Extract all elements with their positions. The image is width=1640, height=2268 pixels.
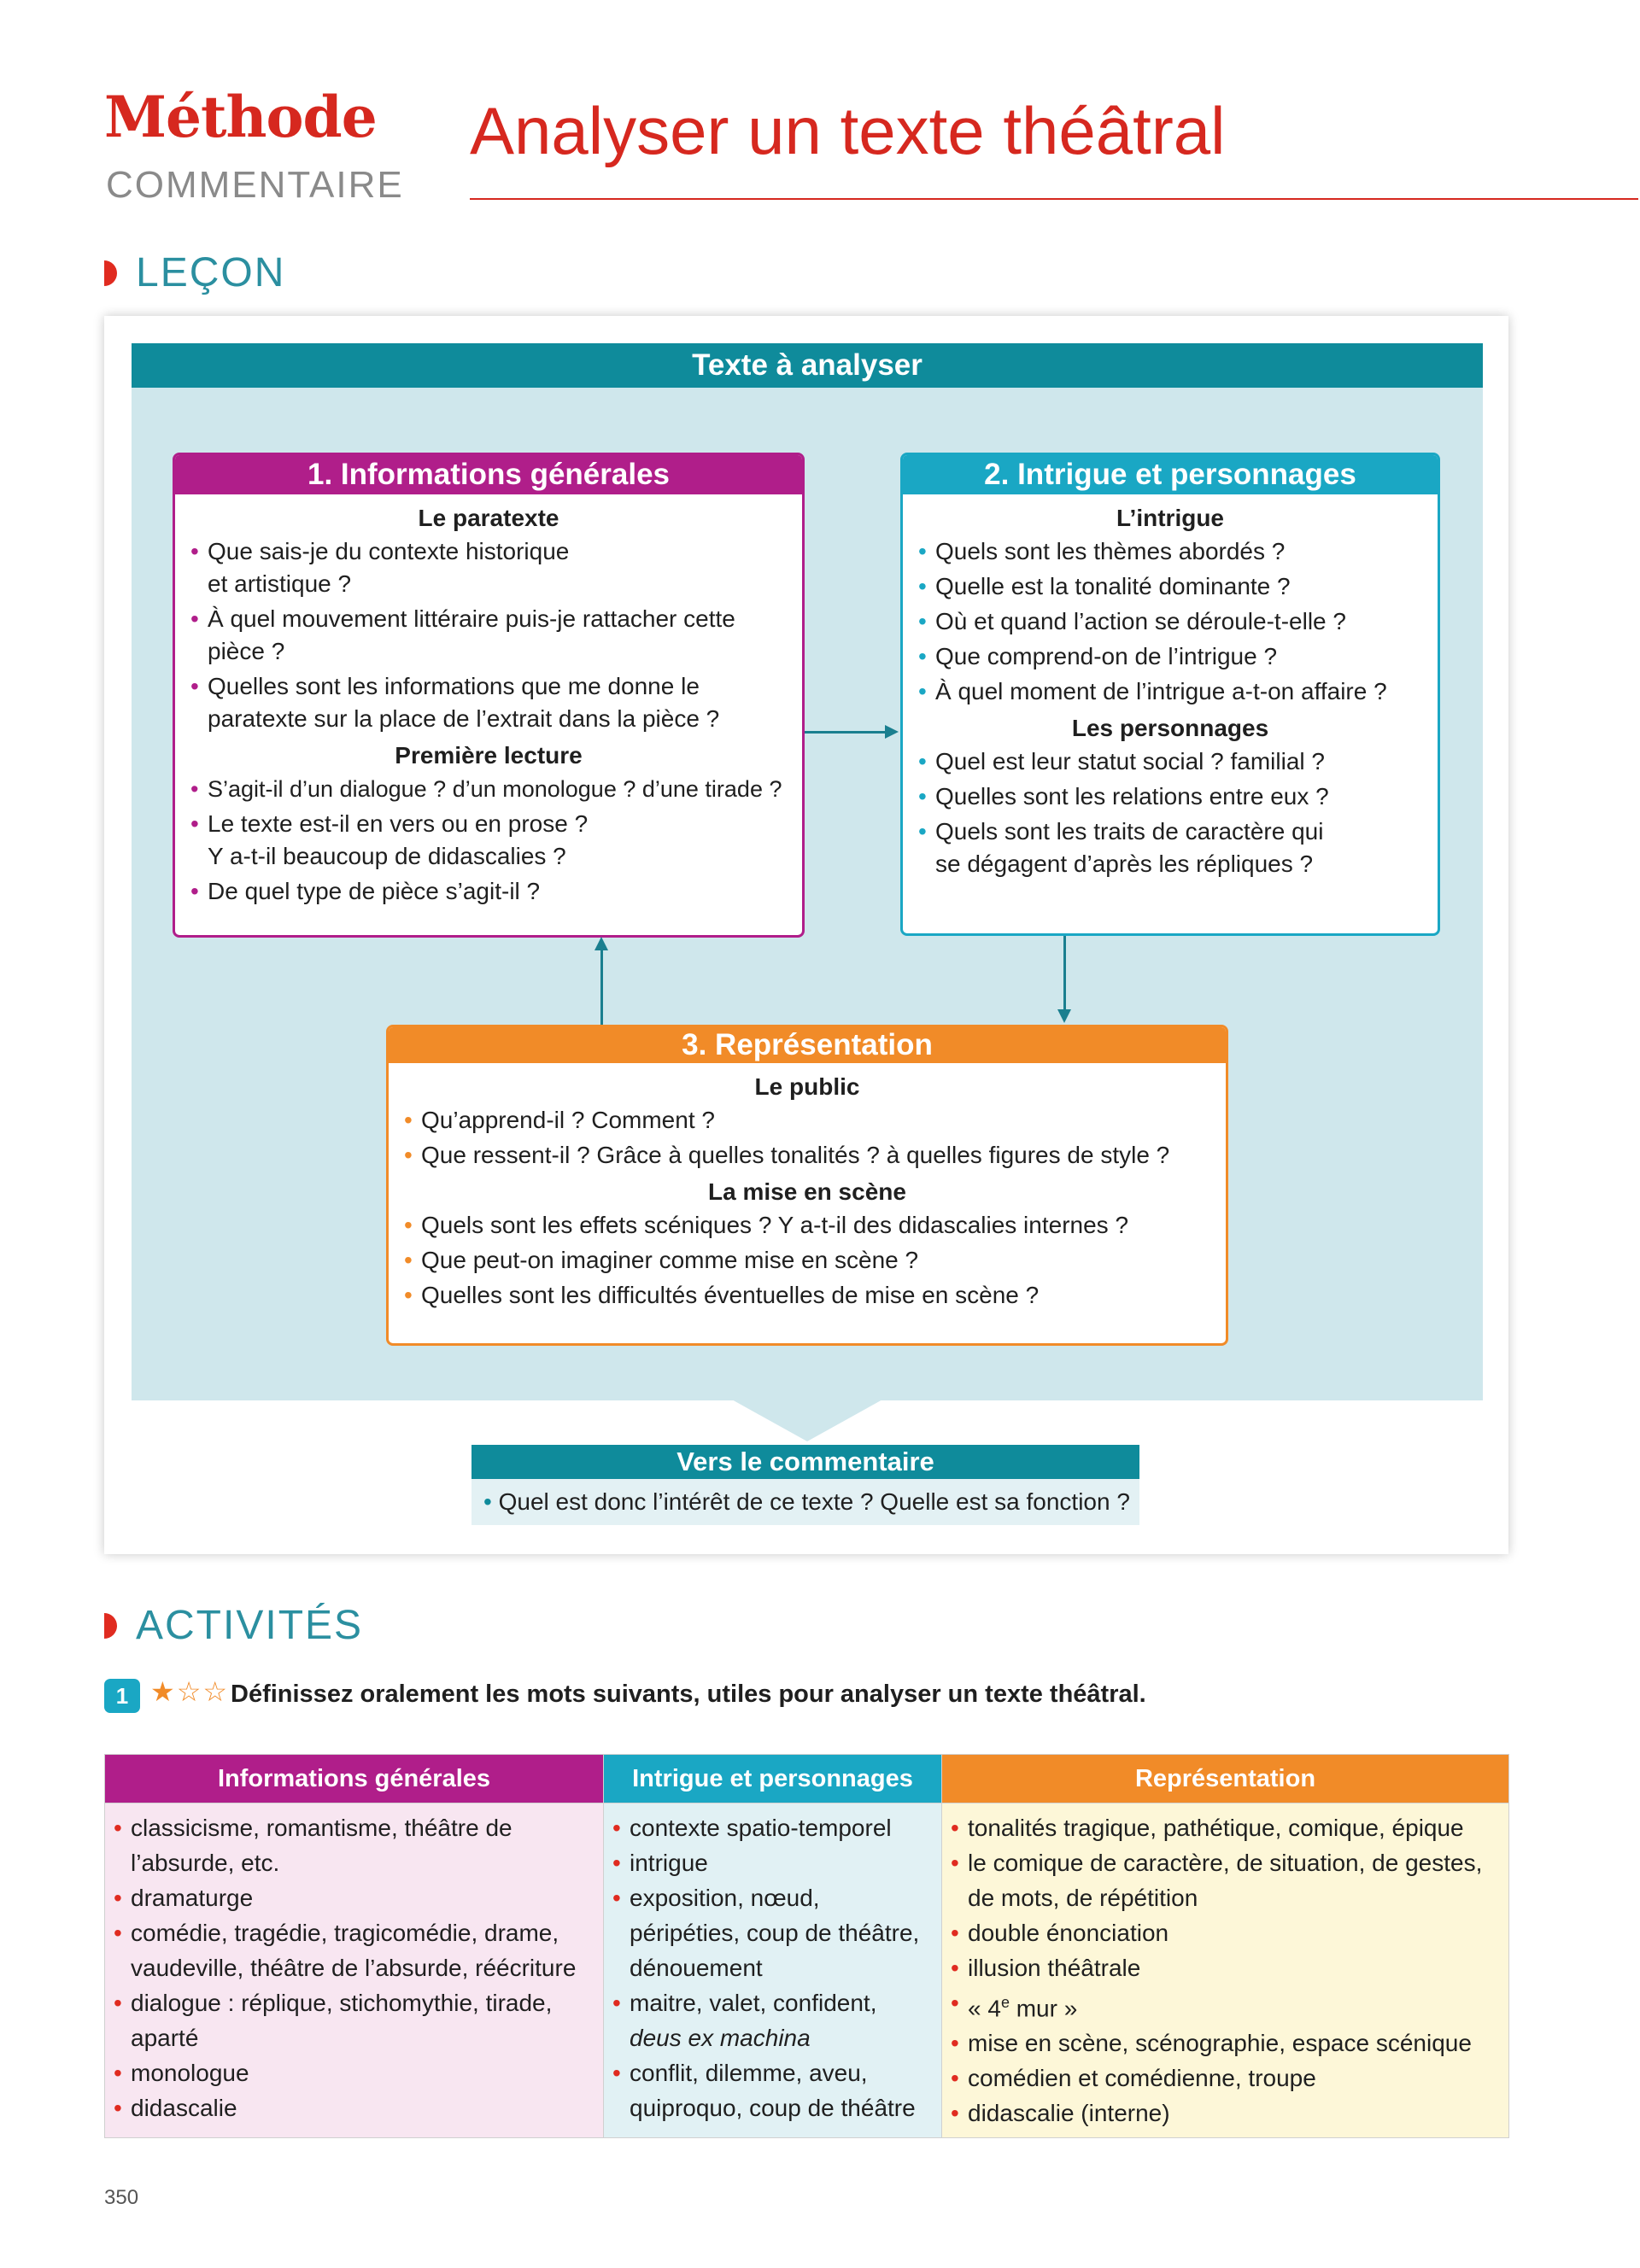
arrow-down-head-icon <box>1057 1009 1071 1023</box>
list-item: • tonalités tragique, pathétique, comique, épique <box>951 1810 1503 1845</box>
list-item: • Où et quand l’action se déroule-t-elle ? <box>918 605 1422 638</box>
list-item: • dramaturge <box>114 1880 598 1915</box>
box2-list-personnages <box>918 745 1422 880</box>
box1-subheading-premiere-lecture: Première lecture <box>395 742 583 769</box>
texte-a-analyser-bar: Texte à analyser <box>132 343 1483 388</box>
list-item: • classicisme, romantisme, théâtre de l’absurde, etc. <box>114 1810 598 1880</box>
list-item: • « 4e mur » <box>951 1985 1503 2025</box>
box-intrigue-personnages <box>900 453 1440 936</box>
list-item-italic: deus ex machina <box>630 2025 811 2051</box>
title-rule <box>470 198 1638 200</box>
page-title: Analyser un texte théâtral <box>470 93 1226 168</box>
box1-subheading-paratexte: Le paratexte <box>418 505 559 531</box>
box-informations-generales <box>173 453 805 938</box>
list-item: • Quelles sont les informations que me donne le paratexte sur la place de l’extrait dans la pièce ? <box>190 670 787 735</box>
list-item: • Quels sont les thèmes abordés ? <box>918 535 1422 568</box>
list-item: • comédie, tragédie, tragicomédie, drame, vaudeville, théâtre de l’absurde, réécriture <box>114 1915 598 1985</box>
list-item: • intrigue <box>612 1845 936 1880</box>
list-item: • Quelle est la tonalité dominante ? <box>918 570 1422 603</box>
arrow-up-icon <box>600 948 603 1026</box>
list-item-text: maitre, valet, confident, <box>630 1990 877 2016</box>
column-header: Intrigue et personnages <box>604 1755 942 1803</box>
table-header-row <box>105 1755 1509 1803</box>
bullet-icon: • <box>483 1488 492 1515</box>
activity-number-badge: 1 <box>104 1679 140 1713</box>
vers-commentaire-title: Vers le commentaire <box>472 1445 1139 1479</box>
box2-list-intrigue <box>918 535 1422 708</box>
list-item: • Que ressent-il ? Grâce à quelles tonalités ? à quelles figures de style ? <box>404 1139 1210 1172</box>
list-item: • Quelles sont les relations entre eux ? <box>918 780 1422 813</box>
lecon-heading <box>104 249 285 296</box>
list-item: • Quelles sont les difficultés éventuelles de mise en scène ? <box>404 1279 1210 1312</box>
box1-list-paratexte <box>190 535 787 735</box>
column-header: Informations générales <box>105 1755 604 1803</box>
vers-commentaire-body <box>472 1479 1139 1525</box>
page-number: 350 <box>104 2186 139 2209</box>
arrow-up-head-icon <box>594 937 608 950</box>
box3-list-mise-en-scene <box>404 1209 1210 1312</box>
list-item: • Quels sont les effets scéniques ? Y a-t-il des didascalies internes ? <box>404 1209 1210 1242</box>
list-item <box>612 1985 936 2055</box>
list-item: • conflit, dilemme, aveu, quiproquo, coup de théâtre <box>612 2055 936 2125</box>
list-item: • À quel mouvement littéraire puis-je rattacher cette pièce ? <box>190 603 787 668</box>
list-item: • double énonciation <box>951 1915 1503 1950</box>
column-informations-generales <box>105 1803 604 2138</box>
list-item: • mise en scène, scénographie, espace scénique <box>951 2025 1503 2060</box>
list-item: • didascalie <box>114 2090 598 2125</box>
list-item: • Que comprend-on de l’intrigue ? <box>918 640 1422 673</box>
arrow-down-icon <box>1063 936 1066 1011</box>
list-item: • Qu’apprend-il ? Comment ? <box>404 1104 1210 1137</box>
arrow-right-head-icon <box>885 725 899 739</box>
list-item: • comédien et comédienne, troupe <box>951 2060 1503 2096</box>
vers-commentaire-item: Quel est donc l’intérêt de ce texte ? Quelle est sa fonction ? <box>498 1488 1130 1515</box>
column-intrigue-personnages <box>604 1803 942 2138</box>
box1-title: 1. Informations générales <box>175 455 802 494</box>
list-item: • De quel type de pièce s’agit-il ? <box>190 875 787 908</box>
box2-subheading-personnages: Les personnages <box>1071 715 1269 741</box>
list-item: • Quel est leur statut social ? familial ? <box>918 745 1422 778</box>
vocabulary-table <box>104 1754 1509 2138</box>
list-item: • contexte spatio-temporel <box>612 1810 936 1845</box>
methode-label: Méthode <box>104 84 377 150</box>
column-header: Représentation <box>942 1755 1509 1803</box>
box3-subheading-public: Le public <box>754 1073 860 1100</box>
section-marker-icon <box>104 1613 117 1639</box>
list-item: • Que sais-je du contexte historique et artistique ? <box>190 535 787 600</box>
list-item: • didascalie (interne) <box>951 2096 1503 2131</box>
list-item: • Le texte est-il en vers ou en prose ? Y a-t-il beaucoup de didascalies ? <box>190 808 787 873</box>
box3-subheading-mise-en-scene: La mise en scène <box>708 1178 906 1205</box>
list-item: • le comique de caractère, de situation, de gestes, de mots, de répétition <box>951 1845 1503 1915</box>
list-item: • Quels sont les traits de caractère qui se dégagent d’après les répliques ? <box>918 815 1422 880</box>
activites-heading <box>104 1602 363 1649</box>
arrow-right-icon <box>805 731 890 734</box>
list-item: • illusion théâtrale <box>951 1950 1503 1985</box>
difficulty-stars-icon: ★☆☆ <box>150 1676 230 1707</box>
list-item: • monologue <box>114 2055 598 2090</box>
category-label: COMMENTAIRE <box>106 164 404 206</box>
list-item: • À quel moment de l’intrigue a-t-on affaire ? <box>918 675 1422 708</box>
box3-list-public <box>404 1104 1210 1172</box>
activites-label: ACTIVITÉS <box>136 1603 364 1648</box>
section-marker-icon <box>104 260 117 286</box>
list-item: • Que peut-on imaginer comme mise en scène ? <box>404 1244 1210 1277</box>
box1-list-premiere-lecture <box>190 773 787 908</box>
activity-instruction: Définissez oralement les mots suivants, utiles pour analyser un texte théâtral. <box>231 1681 1146 1708</box>
box2-title: 2. Intrigue et personnages <box>903 455 1438 494</box>
box3-title: 3. Représentation <box>389 1027 1226 1063</box>
list-item: • dialogue : réplique, stichomythie, tirade, aparté <box>114 1985 598 2055</box>
table-row <box>105 1803 1509 2138</box>
list-item: • exposition, nœud, péripéties, coup de théâtre, dénouement <box>612 1880 936 1985</box>
list-item: • S’agit-il d’un dialogue ? d’un monologue ? d’une tirade ? <box>190 773 787 805</box>
column-representation <box>942 1803 1509 2138</box>
lecon-label: LEÇON <box>136 250 286 295</box>
box-representation <box>386 1025 1228 1346</box>
box2-subheading-intrigue: L’intrigue <box>1116 505 1224 531</box>
diagram-pointer <box>730 1399 884 1441</box>
